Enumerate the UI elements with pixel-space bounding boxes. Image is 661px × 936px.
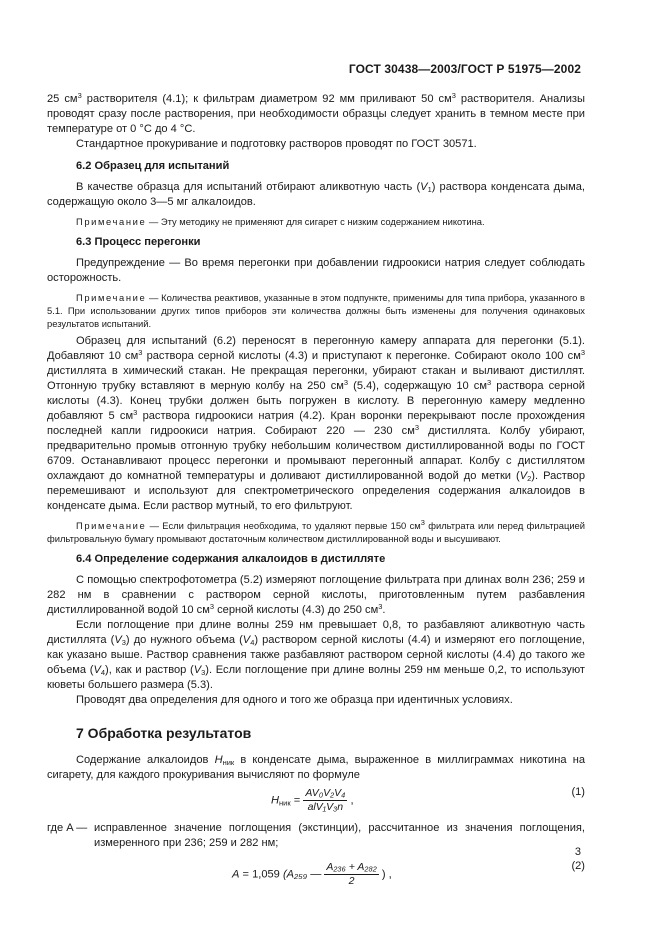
paragraph: Содержание алкалоидов $H_{ник}$ в конденсате дыма, выраженное в миллиграммах никотина на сигарету, для каждого прокуривания вычисляют по формуле: [47, 754, 585, 781]
formula-1: $H_{ник}$ = $\frac{\text{AV₀V₂V₄}}{\text{alV₁V₃n}}$ , (1): [271, 786, 585, 813]
section-heading-6-3: 6.3 Процесс перегонки: [76, 236, 201, 248]
variable-definition: где A — исправленное значение поглощения (экстинции), рассчитанное из значения поглощения, измеренного при 236; 259 и 282 нм;: [47, 822, 585, 849]
equation-number: (1): [571, 786, 585, 798]
warning-paragraph: Предупреждение — Во время перегонки при добавлении гидроокиси натрия следует соблюдать осторожность.: [47, 257, 585, 284]
paragraph: Проводят два определения для одного и того же образца при идентичных условиях.: [76, 694, 513, 706]
formula-2: A = 1,059 (A₂₅₉ — $\frac{\text{A₂₃₆ + A₂₈₂}}{2}$ ) , (2): [232, 860, 585, 887]
paragraph: Стандартное прокуривание и подготовку растворов проводят по ГОСТ 30571.: [76, 138, 477, 150]
section-heading-6-4: 6.4 Определение содержания алкалоидов в дистилляте: [76, 553, 386, 565]
note: Примечание — Количества реактивов, указанные в этом подпункте, применимы для типа прибора, указанного в 5.1. При использовании других типов приборов эти количества должны быть изменены для получения одинаковых результатов испытаний.: [47, 292, 585, 329]
paragraph: С помощью спектрофотометра (5.2) измеряют поглощение фильтрата при длинах волн 236; 259 и 282 нм в сравнении с раствором серной кислоты, приготовленным путем разбавления дистиллированной водой 10 $см^3$ серной кислоты (4.3) до 250 $см^3$.: [47, 574, 585, 616]
standard-header: ГОСТ 30438—2003/ГОСТ Р 51975—2002: [348, 62, 581, 76]
equation-number: (2): [571, 860, 585, 872]
note: Примечание — Эту методику не применяют для сигарет с низким содержанием никотина.: [76, 216, 485, 227]
paragraph: 25 $см^3$ растворителя (4.1); к фильтрам диаметром 92 мм приливают 50 $см^3$ растворителя. Анализы проводят сразу после растворения, при необходимости образцы следует хранить в темном месте при температуре от 0 °С до 4 °С.: [47, 91, 585, 135]
page-number: 3: [574, 846, 581, 858]
section-heading-6-2: 6.2 Образец для испытаний: [76, 160, 230, 172]
paragraph: Образец для испытаний (6.2) переносят в перегонную камеру аппарата для перегонки (5.1). Добавляют 10 $см^3$ раствора серной кислоты (4.3) и приступают к перегонке. Собирают около 100 $см^3$ дистиллята в химический стакан. Не прекращая перегонки, убирают стакан и выливают дистиллят. Отгонную трубку вставляют в мерную колбу на 250 $см^3$ (5.4), содержащую 10 $см^3$ раствора серной кислоты (4.3). Конец трубки должен быть погружен в кислоту. В перегонную камеру медленно добавляют 5 $см^3$ раствора гидроокиси натрия (4.2). Кран воронки перекрывают после прохождения последней капли гидроокиси натрия. Собирают 220 — 230 $см^3$ дистиллята. Колбу убирают, предварительно промыв отгонную трубку небольшим количеством дистиллированной воды по ГОСТ 6709. Останавливают процесс перегонки и промывают перегонный аппарат. Колбу с дистиллятом охлаждают до комнатной температуры и доливают дистиллированной водой до метки $(V_2)$. Раствор перемешивают и используют для спектрометрического определения содержания алкалоидов в конденсате дыма. Если раствор мутный, то его фильтруют.: [47, 335, 586, 512]
paragraph: В качестве образца для испытаний отбирают аликвотную часть $(V_1)$ раствора конденсата дыма, содержащую около 3—5 мг алкалоидов.: [47, 181, 586, 208]
note: Примечание — Если фильтрация необходима, то удаляют первые 150 $см^3$ фильтрата или перед фильтрацией фильтровальную бумагу промывают достаточным количеством дистиллированной воды и высушивают.: [47, 518, 586, 544]
document-body: [47, 92, 585, 891]
section-heading-7: 7 Обработка результатов: [76, 725, 252, 741]
paragraph: Если поглощение при длине волны 259 нм превышает 0,8, то разбавляют аликвотную часть дистиллята $(V_3)$ до нужного объема $(V_4)$ раствором серной кислоты (4.4) и измеряют его поглощение, как указано выше. Раствор сравнения также разбавляют раствором серной кислоты (4.4) до такого же объема $(V_4)$, как и раствор $(V_3)$. Если поглощение при длине волны 259 нм меньше 0,2, то используют кюветы большего размера (5.3).: [47, 619, 586, 691]
